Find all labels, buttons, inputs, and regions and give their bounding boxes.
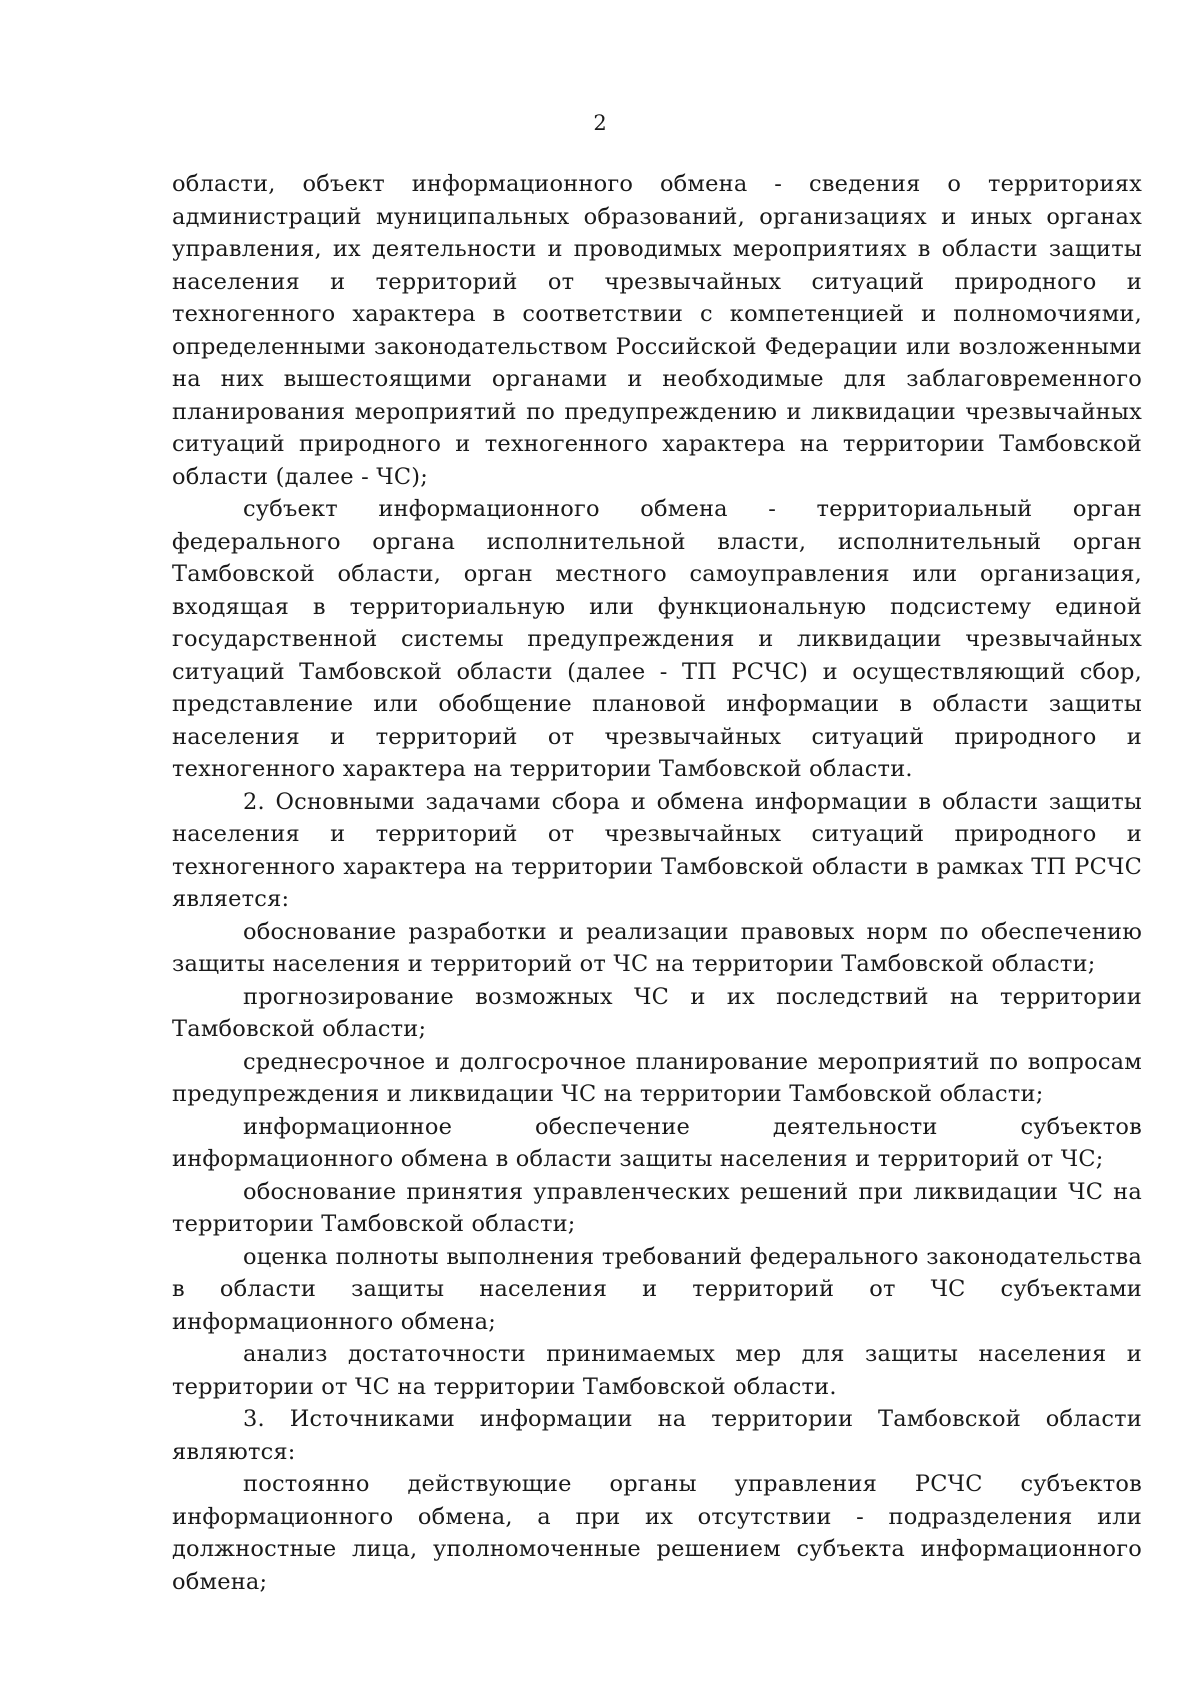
paragraph-task-item: среднесрочное и долгосрочное планирование мероприятий по вопросам предупреждения и ликвидации ЧС на территории Тамбовской области; (172, 1048, 1142, 1107)
paragraph-task-item: информационное обеспечение деятельности субъектов информационного обмена в области защиты населения и территорий от ЧС; (172, 1113, 1142, 1172)
paragraph-task-item: анализ достаточности принимаемых мер для защиты населения и территории от ЧС на территории Тамбовской области. (172, 1341, 1142, 1400)
paragraph-continued: области, объект информационного обмена - сведения о территориях администраций муниципальных образований, организациях и иных органах управления, их деятельности и проводимых мероприятиях в области защиты населения и территорий от чрезвычайных ситуаций природного и техногенного характера в соответствии с компетенцией и полномочиями, определенными законодательством Российской Федерации или возложенными на них вышестоящими органами и необходимые для заблаговременного планирования мероприятий по предупреждению и ликвидации чрезвычайных ситуаций природного и техногенного характера на территории Тамбовской области (далее - ЧС); (172, 171, 1142, 490)
paragraph-section-3: 3. Источниками информации на территории Тамбовской области являются: (172, 1406, 1142, 1465)
paragraph-task-item: обоснование разработки и реализации правовых норм по обеспечению защиты населения и территорий от ЧС на территории Тамбовской области; (172, 918, 1142, 977)
paragraph-section-2: 2. Основными задачами сбора и обмена информации в области защиты населения и территорий от чрезвычайных ситуаций природного и техногенного характера на территории Тамбовской области в рамках ТП РСЧС является: (172, 788, 1142, 912)
paragraph-task-item: оценка полноты выполнения требований федерального законодательства в области защиты населения и территорий от ЧС субъектами информационного обмена; (172, 1243, 1142, 1335)
document-body (172, 168, 1142, 1598)
page-number: 2 (593, 111, 607, 135)
paragraph-task-item: обоснование принятия управленческих решений при ликвидации ЧС на территории Тамбовской области; (172, 1178, 1142, 1237)
paragraph-task-item: прогнозирование возможных ЧС и их последствий на территории Тамбовской области; (172, 983, 1142, 1042)
paragraph-source-item: постоянно действующие органы управления РСЧС субъектов информационного обмена, а при их отсутствии - подразделения или должностные лица, уполномоченные решением субъекта информационного обмена; (172, 1471, 1142, 1595)
paragraph-definition-subject: субъект информационного обмена - территориальный орган федерального органа исполнительной власти, исполнительный орган Тамбовской области, орган местного самоуправления или организация, входящая в территориальную или функциональную подсистему единой государственной системы предупреждения и ликвидации чрезвычайных ситуаций Тамбовской области (далее - ТП РСЧС) и осуществляющий сбор, представление или обобщение плановой информации в области защиты населения и территорий от чрезвычайных ситуаций природного и техногенного характера на территории Тамбовской области. (172, 496, 1142, 782)
